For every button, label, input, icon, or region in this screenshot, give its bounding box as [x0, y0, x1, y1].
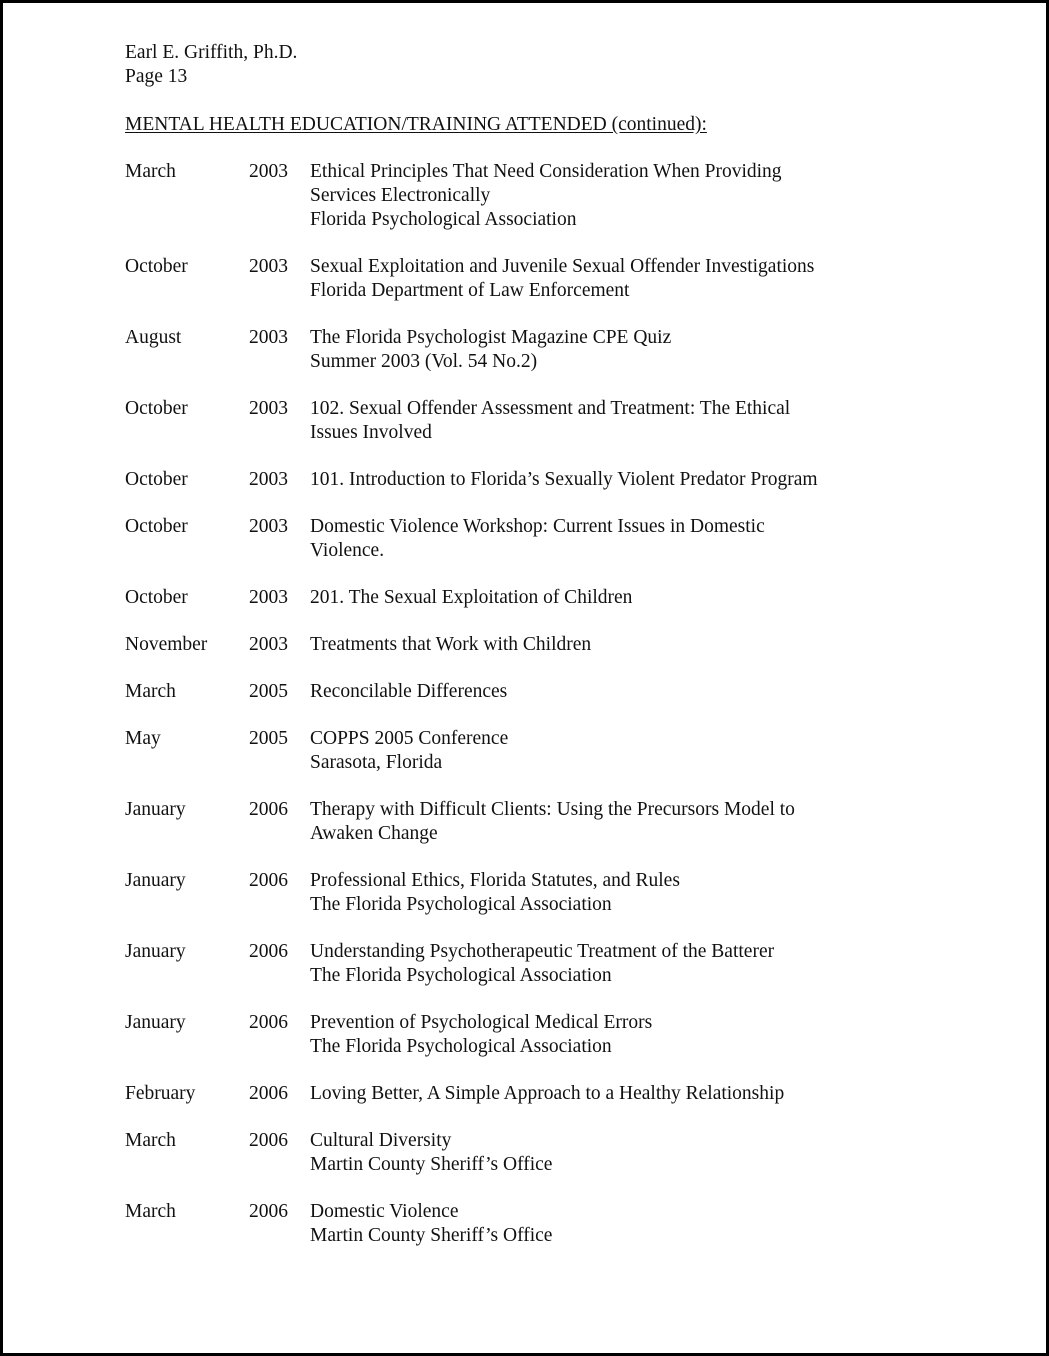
entry-description-line: The Florida Psychological Association — [310, 965, 612, 986]
entry-description-line: Prevention of Psychological Medical Errors — [310, 1012, 653, 1033]
entry-month: October — [125, 398, 188, 419]
training-entry — [125, 633, 925, 657]
entry-year: 2003 — [249, 516, 288, 537]
entry-description — [310, 586, 925, 610]
entry-month: May — [125, 728, 161, 749]
entry-year: 2003 — [249, 587, 288, 608]
training-entry — [125, 586, 925, 610]
entry-description — [310, 326, 925, 374]
training-entry — [125, 1200, 925, 1248]
entry-description-line: Domestic Violence Workshop: Current Issues in Domestic — [310, 516, 765, 537]
training-entry — [125, 1011, 925, 1059]
training-entry — [125, 468, 925, 492]
entry-description — [310, 255, 925, 303]
entry-month: October — [125, 256, 188, 277]
entry-description — [310, 515, 925, 563]
entry-month: March — [125, 1201, 176, 1222]
training-entry — [125, 727, 925, 775]
entry-description-line: 201. The Sexual Exploitation of Children — [310, 587, 633, 608]
entry-description — [310, 798, 925, 846]
entry-year: 2006 — [249, 1012, 288, 1033]
entry-month: January — [125, 941, 186, 962]
training-entry — [125, 798, 925, 846]
entry-year: 2006 — [249, 1130, 288, 1151]
entry-description — [310, 160, 925, 232]
author-name: Earl E. Griffith, Ph.D. — [125, 42, 298, 63]
entry-description-line: 101. Introduction to Florida’s Sexually Violent Predator Program — [310, 469, 818, 490]
entry-description-line: Understanding Psychotherapeutic Treatment of the Batterer — [310, 941, 775, 962]
entry-month: November — [125, 634, 208, 655]
entry-description-line: Florida Department of Law Enforcement — [310, 280, 630, 301]
training-entry — [125, 326, 925, 374]
entry-year: 2006 — [249, 941, 288, 962]
entry-description — [310, 397, 925, 445]
entry-month: March — [125, 681, 176, 702]
entry-month: October — [125, 469, 188, 490]
entry-year: 2005 — [249, 681, 288, 702]
entry-description-line: Cultural Diversity — [310, 1130, 452, 1151]
entry-year: 2003 — [249, 469, 288, 490]
entry-description-line: Loving Better, A Simple Approach to a Healthy Relationship — [310, 1083, 785, 1104]
entry-description-line: Summer 2003 (Vol. 54 No.2) — [310, 351, 538, 372]
training-entry — [125, 515, 925, 563]
page-number: Page 13 — [125, 66, 188, 87]
entry-description — [310, 1082, 925, 1106]
entry-year: 2003 — [249, 398, 288, 419]
training-entry — [125, 680, 925, 704]
entry-month: August — [125, 327, 182, 348]
entry-description-line: Sexual Exploitation and Juvenile Sexual Offender Investigations — [310, 256, 815, 277]
training-entry — [125, 1129, 925, 1177]
entry-year: 2006 — [249, 1083, 288, 1104]
training-entry — [125, 940, 925, 988]
entry-description — [310, 1011, 925, 1059]
entry-description-line: Therapy with Difficult Clients: Using the Precursors Model to — [310, 799, 795, 820]
training-entry — [125, 160, 925, 232]
training-entry — [125, 397, 925, 445]
entry-month: October — [125, 587, 188, 608]
entry-month: January — [125, 870, 186, 891]
entry-description — [310, 1129, 925, 1177]
entry-description-line: The Florida Psychological Association — [310, 894, 612, 915]
entry-year: 2003 — [249, 327, 288, 348]
entry-description — [310, 727, 925, 775]
entry-year: 2003 — [249, 634, 288, 655]
entry-year: 2003 — [249, 256, 288, 277]
entry-description-line: Sarasota, Florida — [310, 752, 443, 773]
entry-month: October — [125, 516, 188, 537]
entry-description-line: Florida Psychological Association — [310, 209, 577, 230]
entry-year: 2005 — [249, 728, 288, 749]
entry-description-line: Ethical Principles That Need Consideration When Providing — [310, 161, 782, 182]
entry-description-line: Professional Ethics, Florida Statutes, and Rules — [310, 870, 680, 891]
entry-description-line: Martin County Sheriff’s Office — [310, 1225, 553, 1246]
entry-description-line: COPPS 2005 Conference — [310, 728, 509, 749]
entry-description — [310, 680, 925, 704]
entry-month: March — [125, 161, 176, 182]
page-header — [125, 41, 297, 89]
entry-description — [310, 633, 925, 657]
entry-description-line: The Florida Psychological Association — [310, 1036, 612, 1057]
training-entry — [125, 1082, 925, 1106]
entry-description-line: Treatments that Work with Children — [310, 634, 592, 655]
section-title: MENTAL HEALTH EDUCATION/TRAINING ATTENDED (continued): — [125, 114, 707, 135]
entry-description — [310, 869, 925, 917]
entry-description-line: Awaken Change — [310, 823, 438, 844]
entry-description — [310, 1200, 925, 1248]
entry-description — [310, 940, 925, 988]
entry-month: February — [125, 1083, 196, 1104]
training-entry — [125, 255, 925, 303]
entry-month: January — [125, 799, 186, 820]
entry-year: 2006 — [249, 799, 288, 820]
entry-description-line: Violence. — [310, 540, 385, 561]
entry-year: 2003 — [249, 161, 288, 182]
training-entries-list — [125, 160, 925, 1271]
entry-description-line: Services Electronically — [310, 185, 491, 206]
entry-year: 2006 — [249, 1201, 288, 1222]
entry-description-line: Domestic Violence — [310, 1201, 459, 1222]
entry-description-line: 102. Sexual Offender Assessment and Treatment: The Ethical — [310, 398, 791, 419]
entry-description-line: Issues Involved — [310, 422, 432, 443]
entry-description-line: Martin County Sheriff’s Office — [310, 1154, 553, 1175]
entry-description — [310, 468, 925, 492]
entry-description-line: The Florida Psychologist Magazine CPE Quiz — [310, 327, 672, 348]
entry-description-line: Reconcilable Differences — [310, 681, 508, 702]
training-entry — [125, 869, 925, 917]
entry-month: March — [125, 1130, 176, 1151]
entry-month: January — [125, 1012, 186, 1033]
entry-year: 2006 — [249, 870, 288, 891]
